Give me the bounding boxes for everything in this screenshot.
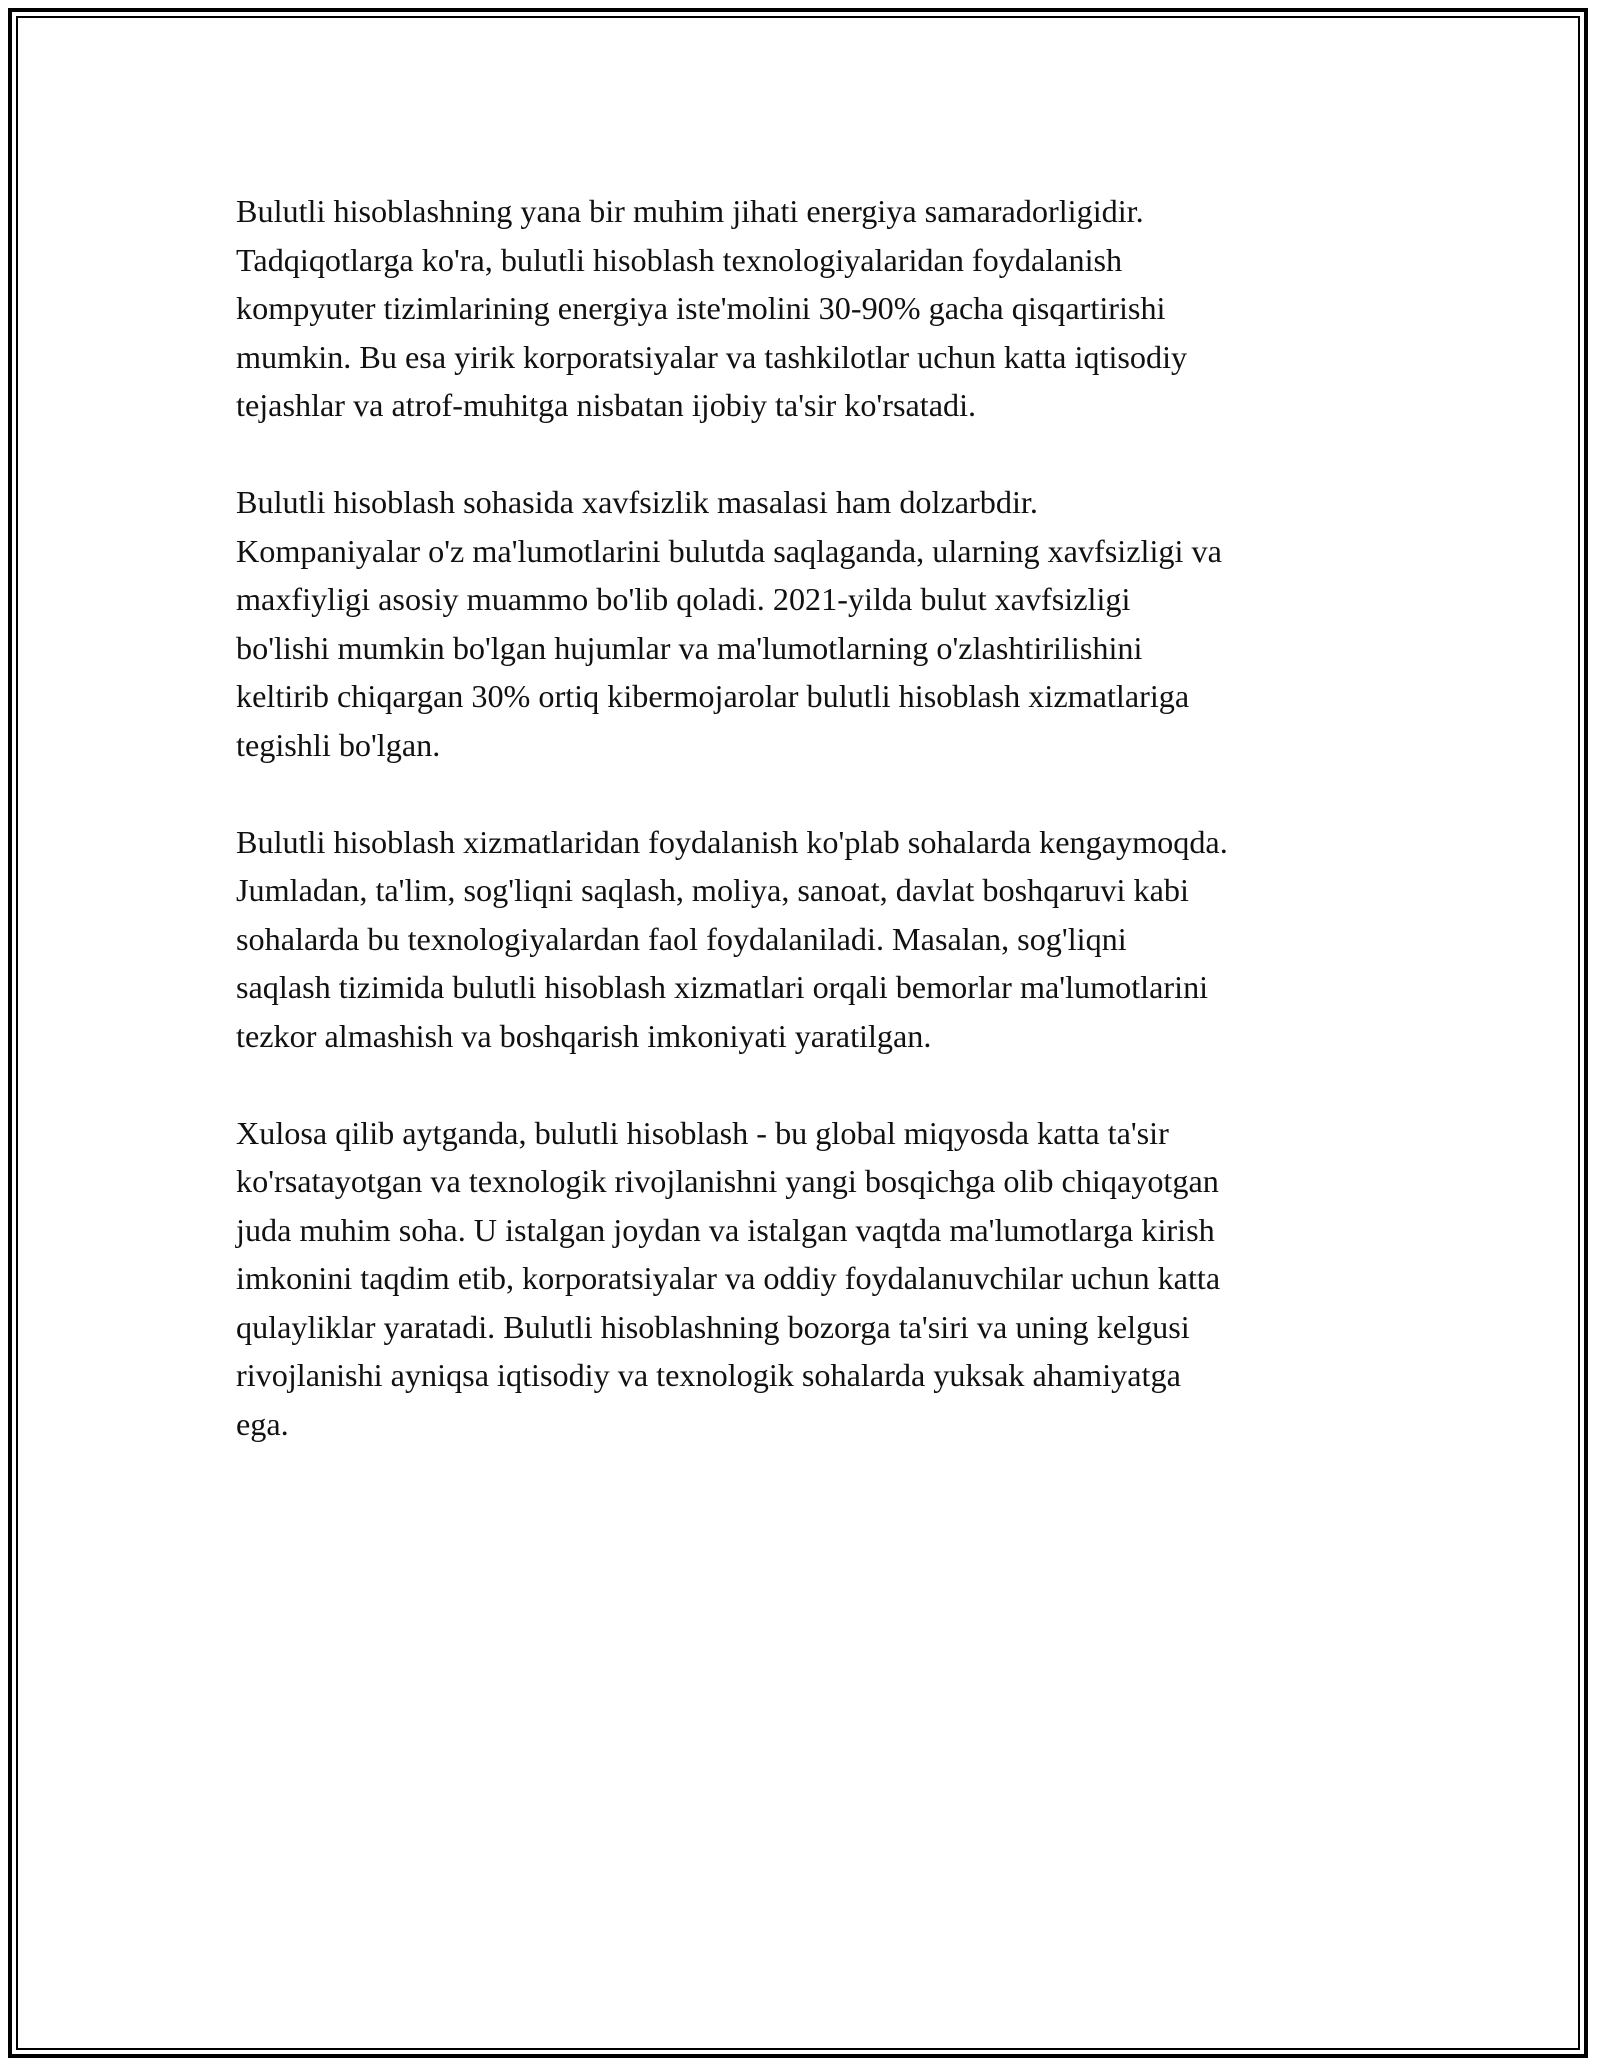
text-line: Tadqiqotlarga ko'ra, bulutli hisoblash texnologiyalaridan foydalanish <box>236 241 1123 278</box>
text-line: Jumladan, ta'lim, sog'liqni saqlash, moliya, sanoat, davlat boshqaruvi kabi <box>236 872 1189 908</box>
text-line: ega. <box>236 1405 289 1442</box>
text-line: bo'lishi mumkin bo'lgan hujumlar va ma'lumotlarning o'zlashtirilishini <box>236 629 1143 666</box>
text-line: juda muhim soha. U istalgan joydan va istalgan vaqtda ma'lumotlarga kirish <box>236 1211 1215 1248</box>
text-line: Bulutli hisoblash xizmatlaridan foydalanish ko'plab sohalarda kengaymoqda. <box>236 823 1228 860</box>
text-line: imkonini taqdim etib, korporatsiyalar va oddiy foydalanuvchilar uchun katta <box>236 1260 1221 1296</box>
paragraph-conclusion <box>236 1109 1386 1449</box>
text-line: maxfiyligi asosiy muammo bo'lib qoladi. 2021-yilda bulut xavfsizligi <box>236 581 1131 617</box>
document-body <box>236 187 1386 1497</box>
text-line: Kompaniyalar o'z ma'lumotlarini bulutda saqlaganda, ularning xavfsizligi va <box>236 532 1222 569</box>
text-line: tegishli bo'lgan. <box>236 726 441 763</box>
text-line: qulayliklar yaratadi. Bulutli hisoblashning bozorga ta'siri va uning kelgusi <box>236 1308 1190 1345</box>
text-line: ko'rsatayotgan va texnologik rivojlanishni yangi bosqichga olib chiqayotgan <box>236 1163 1219 1199</box>
text-line: Xulosa qilib aytganda, bulutli hisoblash - bu global miqyosda katta ta'sir <box>236 1114 1169 1151</box>
text-line: saqlash tizimida bulutli hisoblash xizmatlari orqali bemorlar ma'lumotlarini <box>236 969 1209 1005</box>
text-line: tejashlar va atrof-muhitga nisbatan ijobiy ta'sir ko'rsatadi. <box>236 387 977 423</box>
text-line: Bulutli hisoblash sohasida xavfsizlik masalasi ham dolzarbdir. <box>236 484 1038 520</box>
text-line: sohalarda bu texnologiyalardan faol foydalaniladi. Masalan, sog'liqni <box>236 920 1127 957</box>
text-line: rivojlanishi ayniqsa iqtisodiy va texnologik sohalarda yuksak ahamiyatga <box>236 1357 1181 1393</box>
text-line: Bulutli hisoblashning yana bir muhim jihati energiya samaradorligidir. <box>236 193 1144 229</box>
text-line: tezkor almashish va boshqarish imkoniyati yaratilgan. <box>236 1017 932 1054</box>
text-line: mumkin. Bu esa yirik korporatsiyalar va tashkilotlar uchun katta iqtisodiy <box>236 338 1188 375</box>
paragraph-industries <box>236 818 1386 1061</box>
paragraph-energy-efficiency <box>236 187 1386 430</box>
text-line: kompyuter tizimlarining energiya iste'molini 30-90% gacha qisqartirishi <box>236 290 1166 326</box>
text-line: keltirib chiqargan 30% ortiq kibermojarolar bulutli hisoblash xizmatlariga <box>236 678 1190 714</box>
paragraph-security <box>236 478 1386 769</box>
